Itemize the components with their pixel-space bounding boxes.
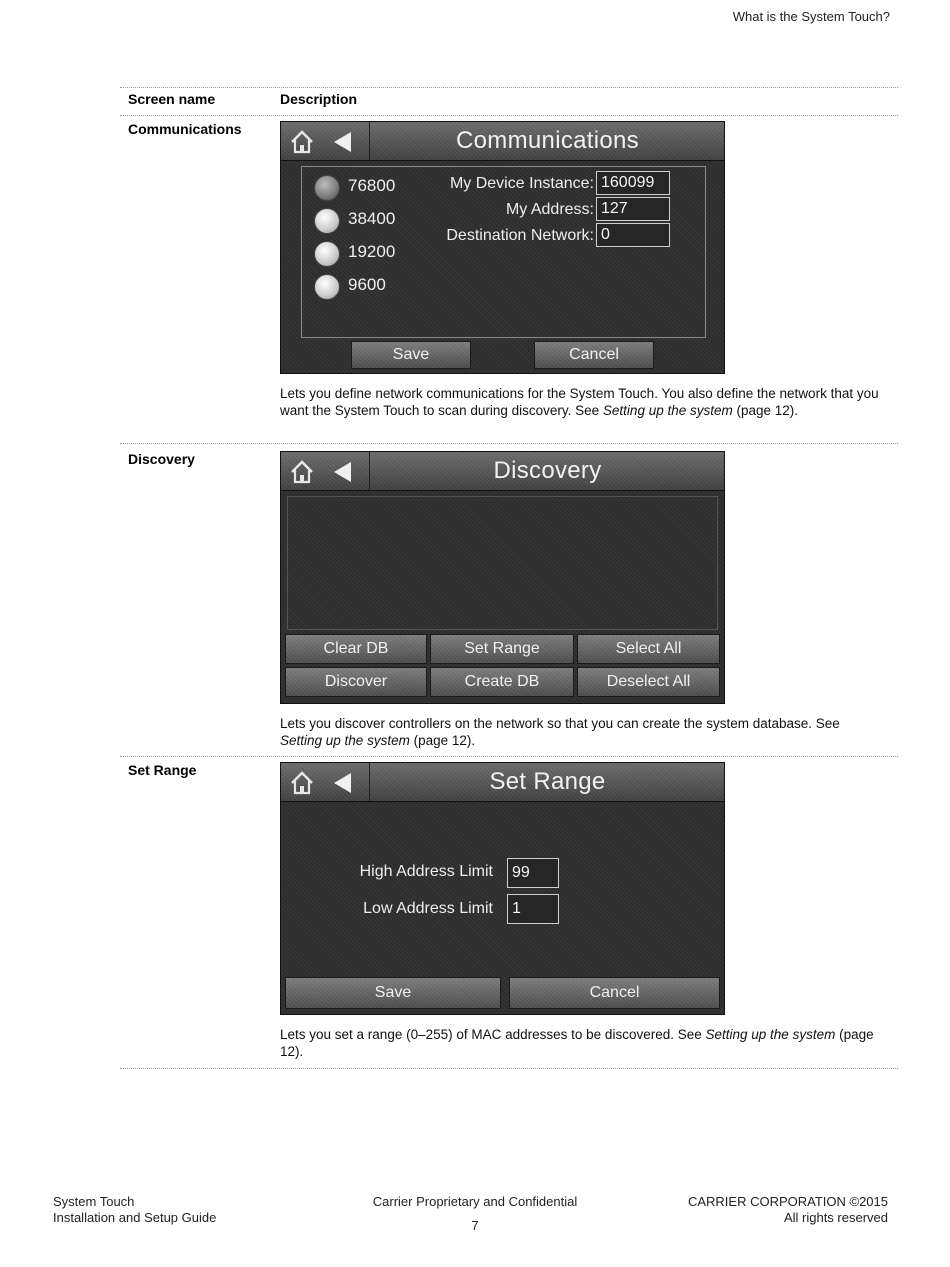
destination-network-label: Destination Network: <box>446 227 594 244</box>
footer-right <box>688 1194 888 1226</box>
set-range-screen <box>280 762 725 1015</box>
footer-left <box>53 1194 216 1226</box>
my-address-label: My Address: <box>505 201 594 218</box>
set-range-description <box>280 1026 880 1060</box>
deselect-all-button[interactable]: Deselect All <box>577 667 720 697</box>
footer-rights: All rights reserved <box>783 1210 888 1225</box>
radio-selected-icon <box>314 175 340 201</box>
back-arrow-icon[interactable] <box>331 771 353 795</box>
radio-icon <box>314 241 340 267</box>
home-icon[interactable] <box>289 770 315 796</box>
footer-confidential: Carrier Proprietary and Confidential <box>372 1194 578 1209</box>
footer-center <box>300 1194 650 1234</box>
back-arrow-icon[interactable] <box>331 460 353 484</box>
device-instance-label: My Device Instance: <box>449 175 594 192</box>
high-address-limit-label: High Address Limit <box>359 863 493 880</box>
settings-panel <box>301 166 706 338</box>
section-header: What is the System Touch? <box>732 9 890 24</box>
table-header-rule <box>120 115 898 116</box>
discovery-list-area[interactable] <box>287 496 718 630</box>
radio-icon <box>314 274 340 300</box>
create-db-button[interactable]: Create DB <box>430 667 574 697</box>
description-link[interactable]: Setting up the system <box>280 733 410 748</box>
table-top-rule <box>120 87 898 88</box>
footer-guide: Installation and Setup Guide <box>53 1210 217 1225</box>
row-label-communications: Communications <box>128 121 242 137</box>
row-label-discovery: Discovery <box>128 451 195 467</box>
my-address-field[interactable]: 127 <box>596 197 670 221</box>
description-tail: (page 12). <box>732 403 799 418</box>
select-all-button[interactable]: Select All <box>577 634 720 664</box>
radio-label: 9600 <box>348 275 386 294</box>
destination-network-field[interactable]: 0 <box>596 223 670 247</box>
row-label-set-range: Set Range <box>128 762 197 778</box>
description-link[interactable]: Setting up the system <box>705 1027 836 1042</box>
footer-product: System Touch <box>53 1194 135 1209</box>
cancel-button[interactable]: Cancel <box>534 341 654 369</box>
discover-button[interactable]: Discover <box>285 667 427 697</box>
radio-label: 38400 <box>348 209 396 228</box>
description-text: Lets you discover controllers on the network so that you can create the system database. See <box>280 716 840 731</box>
titlebar-separator <box>369 122 370 160</box>
screen-title: Discovery <box>493 457 602 484</box>
titlebar-separator <box>369 452 370 490</box>
low-address-limit-label: Low Address Limit <box>363 900 493 917</box>
description-tail: (page 12). <box>280 1027 874 1059</box>
row-rule <box>120 443 898 444</box>
home-icon[interactable] <box>289 459 315 485</box>
low-address-limit-field[interactable]: 1 <box>507 894 559 924</box>
save-button[interactable]: Save <box>285 977 501 1009</box>
description-tail: (page 12). <box>409 733 476 748</box>
radio-label: 19200 <box>348 242 396 261</box>
radio-icon <box>314 208 340 234</box>
set-range-button[interactable]: Set Range <box>430 634 574 664</box>
description-text: Lets you set a range (0–255) of MAC addresses to be discovered. See <box>280 1027 706 1042</box>
device-instance-field[interactable]: 160099 <box>596 171 670 195</box>
titlebar <box>281 122 724 161</box>
cancel-button[interactable]: Cancel <box>509 977 720 1009</box>
save-button[interactable]: Save <box>351 341 471 369</box>
screen-title: Set Range <box>489 768 606 795</box>
titlebar <box>281 452 724 491</box>
back-arrow-icon[interactable] <box>331 130 353 154</box>
description-link[interactable]: Setting up the system <box>602 403 733 418</box>
titlebar <box>281 763 724 802</box>
discovery-screen <box>280 451 725 704</box>
communications-screen <box>280 121 725 374</box>
clear-db-button[interactable]: Clear DB <box>285 634 427 664</box>
page-number: 7 <box>471 1218 479 1233</box>
discovery-description <box>280 715 880 749</box>
table-bottom-rule <box>120 1068 898 1069</box>
screen-title: Communications <box>456 127 639 154</box>
col-header-description: Description <box>280 91 358 107</box>
communications-description <box>280 385 880 419</box>
high-address-limit-field[interactable]: 99 <box>507 858 559 888</box>
footer-copyright: CARRIER CORPORATION ©2015 <box>687 1194 888 1209</box>
home-icon[interactable] <box>289 129 315 155</box>
col-header-screen-name: Screen name <box>128 91 216 107</box>
titlebar-separator <box>369 763 370 801</box>
radio-label: 76800 <box>348 176 396 195</box>
description-text: Lets you define network communications for the System Touch. You also define the network that you want the System Touch to scan during discovery. See <box>280 386 879 418</box>
row-rule <box>120 756 898 757</box>
